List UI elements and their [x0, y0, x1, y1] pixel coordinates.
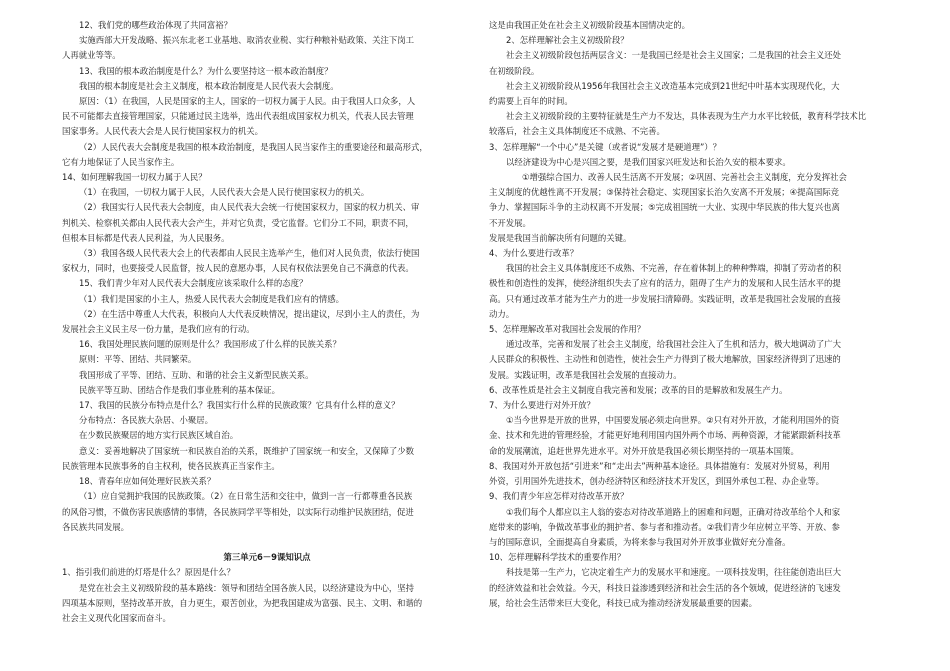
text-line: 较落后，社会主义具体制度还不成熟、不完善。: [489, 126, 665, 137]
text-line: 5、怎样理解改革对我国社会发展的作用？: [489, 324, 646, 335]
text-line: 判机关、检察机关都由人民代表大会产生，并对它负责，受它监督。它们分工不同，职责不同，: [62, 217, 414, 228]
text-line: 庭带来的影响，争做改革事业的拥护者、参与者和推动者。②我们青少年应树立平等、开放、参: [489, 521, 840, 532]
text-line: 2、怎样理解社会主义初级阶段？: [506, 35, 629, 46]
text-line: 社会主义现代化国家而奋斗。: [62, 612, 171, 623]
text-line: 科技是第一生产力，它决定着生产力的发展水平和速度。一项科技发明，往往能创造出巨大: [506, 567, 841, 578]
text-line: 发展社会主义民主尽一份力量，是我们应有的行动。: [62, 324, 255, 335]
text-line: 在初级阶段。: [489, 65, 540, 76]
text-line: （2）我国实行人民代表大会制度，由人民代表大会统一行使国家权力，国家的权力机关、审: [79, 202, 420, 213]
left-column: [62, 18, 472, 626]
text-line: 展，给社会生活带来巨大变化，科技已成为推动经济发展最重要的因素。: [489, 597, 757, 608]
text-line: 发展。实践证明，改革是我国社会发展的直接动力。: [489, 369, 682, 380]
text-line: 9、我们青少年应怎样对待改革开放？: [489, 491, 629, 502]
text-line: 外资，引用国外先进技术，创办经济特区和经济技术开发区，到国外承包工程、办企业等。: [489, 476, 824, 487]
text-line: 家权力，同时，也要接受人民监督，按人民的意愿办事，人民有权依法罢免自己不满意的代表。: [62, 263, 414, 274]
text-line: 不开发展。: [489, 217, 531, 228]
text-line: 社会主义初级阶段从1956年我国社会主义改造基本完成到21世纪中叶基本实现现代化，大: [506, 80, 840, 91]
text-line: 命的发展潮流，追赶世界先进水平。对外开放是我国必须长期坚持的一项基本国策。: [489, 445, 799, 456]
text-line: 社会主义初级阶段的主要特征就是生产力不发达，具体表现为生产力水平比较低，教育科学技术比: [506, 111, 867, 122]
text-line: 民不可能都去直接管理国家，只能通过民主选举，选出代表组成国家权力机关，代表人民去管理: [62, 111, 414, 122]
text-line: 争力、掌握国际斗争的主动权离不开发展；⑤完成祖国统一大业、实现中华民族的伟大复兴也离: [489, 202, 840, 213]
text-line: ①我们每个人都应以主人翁的姿态对待改革道路上的困难和问题，正确对待改革给个人和家: [506, 506, 841, 517]
text-line: 国家事务。人民代表大会是人民行使国家权力的机关。: [62, 126, 263, 137]
text-line: 3、怎样理解“一个中心”是关键（或者说“发展才是硬道理”）？: [489, 141, 722, 152]
text-line: 原因：（1）在我国，人民是国家的主人，国家的一切权力属于人民。由于我国人口众多，人: [79, 96, 416, 107]
text-line: 10、怎样理解科学技术的重要作用？: [489, 552, 626, 563]
text-line: 18、青春年应如何处理好民族关系？: [79, 476, 216, 487]
text-line: ①当今世界是开放的世界，中国要发展必须走向世界。②只有对外开放，才能利用国外的资: [506, 415, 840, 426]
text-line: 12、我们党的哪些政治体现了共同富裕？: [79, 20, 233, 30]
text-line: （2）在生活中尊重人大代表，积极向人大代表反映情况，提出建议，尽到小主人的责任，为: [79, 308, 420, 319]
text-line: 分布特点：各民族大杂居、小聚居。: [79, 415, 213, 426]
text-line: 7、为什么要进行对外开放？: [489, 400, 595, 411]
text-line: 17、我国的民族分布特点是什么？我国实行什么样的民族政策？它具有什么样的意义？: [79, 400, 400, 411]
text-line: 极性和创造性的发挥，使经济组织失去了应有的活力，阻碍了生产力的发展和人民生活水平的提: [489, 278, 841, 289]
text-line: 我国的根本制度是社会主义制度，根本政治制度是人民代表大会制度。: [79, 80, 339, 91]
text-line: 民族平等互助、团结合作是我们事业胜利的基本保证。: [79, 384, 280, 395]
text-line: 以经济建设为中心是兴国之要，是我们国家兴旺发达和长治久安的根本要求。: [506, 156, 791, 167]
text-line: 民族管理本民族事务的自主权利，使各民族真正当家作主。: [62, 460, 280, 471]
text-line: 第三单元6－9课知识点: [223, 552, 311, 563]
text-line: 我国形成了平等、团结、互助、和谐的社会主义新型民族关系。: [79, 369, 314, 380]
text-line: 人再就业等等。: [62, 50, 121, 61]
text-line: 各民族共同发展。: [62, 521, 129, 532]
text-line: 8、我国对外开放包括“引进来”和“走出去”两种基本途径。具体措施有：发展对外贸易，利用: [489, 460, 830, 471]
text-line: 6、改革性质是社会主义制度自我完善和发展；改革的目的是解放和发展生产力。: [489, 384, 788, 395]
text-line: 约需要上百年的时间。: [489, 96, 573, 107]
text-line: 它有力地保证了人民当家作主。: [62, 156, 180, 167]
text-line: （1）我们是国家的小主人，热爱人民代表大会制度是我们应有的情感。: [79, 293, 344, 304]
text-line: 但根本目标都是代表人民利益，为人民服务。: [62, 232, 230, 243]
text-line: 社会主义初级阶段包括两层含义：一是我国已经是社会主义国家；二是我国的社会主义还处: [506, 50, 841, 61]
text-line: 主义制度的优越性离不开发展；③保持社会稳定、实现国家长治久安离不开发展；④提高国际竞: [489, 187, 840, 198]
text-line: 实施西部大开发战略、振兴东北老工业基地、取消农业税、实行种粮补贴政策、关注下岗工: [79, 35, 414, 46]
text-line: （1）应自觉拥护我国的民族政策。（2）在日常生活和交往中，做到一言一行都尊重各民族: [79, 491, 413, 502]
text-line: 通过改革，完善和发展了社会主义制度，给我国社会注入了生机和活力，极大地调动了广大: [506, 339, 841, 350]
text-line: 16、我国处理民族问题的原则是什么？我国形成了什么样的民族关系？: [79, 339, 341, 350]
text-line: 四项基本原则，坚持改革开放，自力更生，艰苦创业，为把我国建成为富强、民主、文明、和谐的: [62, 597, 423, 608]
text-line: 14、如何理解我国一切权力属于人民？: [62, 172, 207, 183]
text-line: 这是由我国正处在社会主义初级阶段基本国情决定的。: [489, 20, 690, 30]
text-line: （3）我国各级人民代表大会上的代表都由人民民主选举产生，他们对人民负责，依法行使国: [79, 248, 420, 259]
text-line: （1）在我国，一切权力属于人民，人民代表大会是人民行使国家权力的机关。: [79, 187, 370, 198]
text-line: （2）人民代表大会制度是我国的根本政治制度，是我国人民当家作主的重要途径和最高形式，: [79, 141, 428, 152]
text-line: 4、为什么要进行改革？: [489, 248, 579, 259]
text-line: 在少数民族聚居的地方实行民族区域自治。: [79, 430, 239, 441]
text-line: 是党在社会主义初级阶段的基本路线：领导和团结全国各族人民，以经济建设为中心，坚持: [79, 582, 414, 593]
text-line: 金、技术和先进的管理经验，才能更好地利用国内国外两个市场、两种资源，才能紧跟新科技革: [489, 430, 841, 441]
text-line: 1、指引我们前进的灯塔是什么？原因是什么？: [62, 567, 235, 578]
text-line: 与的国际意识，全面提高自身素质，为将来参与我国对外开放事业做好充分准备。: [489, 536, 791, 547]
text-line: 原则：平等、团结、共同繁荣。: [79, 354, 197, 365]
text-line: 高。只有通过改革才能为生产力的进一步发展扫清障碍。实践证明，改革是我国社会发展的直接: [489, 293, 841, 304]
text-line: ①增强综合国力、改善人民生活离不开发展；②巩固、完善社会主义制度，充分发挥社会: [522, 172, 847, 183]
text-line: 的风俗习惯，不做伤害民族感情的事情，各民族同学平等相处，以实际行动维护民族团结，促进: [62, 506, 414, 517]
text-line: 发展是我国当前解决所有问题的关键。: [489, 232, 632, 243]
text-line: 我国的社会主义具体制度还不成熟、不完善，存在着体制上的种种弊端，抑制了劳动者的积: [506, 263, 841, 274]
text-line: 人民群众的积极性、主动性和创造性，使社会生产力得到了极大地解放，国家经济得到了迅速的: [489, 354, 841, 365]
text-line: 13、我国的根本政治制度是什么？为什么要坚持这一根本政治制度？: [79, 65, 333, 76]
text-line: 动力。: [489, 308, 515, 319]
text-line: 的经济效益和社会效益。今天，科技日益渗透到经济和社会生活的各个领域，促进经济的飞速发: [489, 582, 841, 593]
right-column: [489, 18, 899, 611]
text-line: [62, 535, 472, 550]
text-line: 15、我们青少年对人民代表大会制度应该采取什么样的态度？: [79, 278, 308, 289]
text-line: 意义：妥善地解决了国家统一和民族自治的关系，既维护了国家统一和安全，又保障了少数: [79, 445, 414, 456]
